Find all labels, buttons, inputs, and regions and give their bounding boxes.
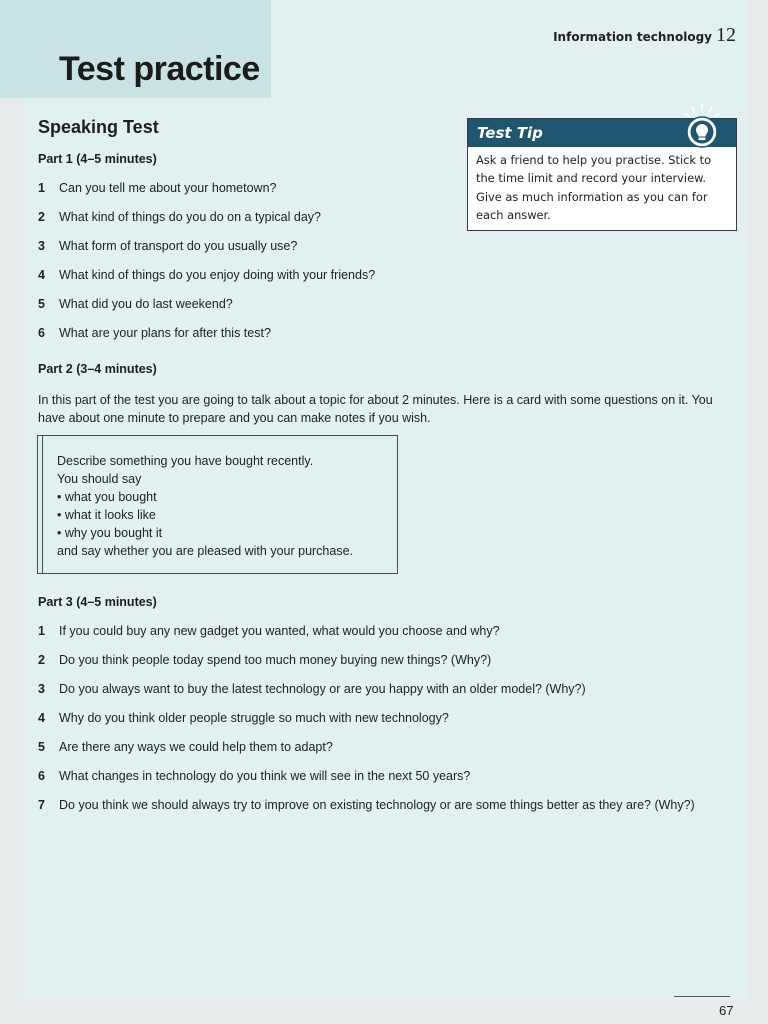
running-head-label: Information technology [553, 30, 712, 44]
question-text: What kind of things do you enjoy doing with your friends? [59, 268, 376, 282]
question-number: 6 [38, 769, 45, 783]
question-number: 3 [38, 682, 45, 696]
question-text: Do you think people today spend too much money buying new things? (Why?) [59, 653, 492, 667]
part1-question [38, 295, 233, 313]
test-tip-box [467, 118, 737, 231]
part1-question [38, 266, 375, 284]
question-number: 2 [38, 210, 45, 224]
part1-question [38, 237, 297, 255]
cue-card-closing: and say whether you are pleased with your purchase. [57, 544, 354, 558]
lightbulb-icon [682, 103, 722, 149]
section-title: Speaking Test [38, 117, 159, 137]
part3-question [38, 651, 491, 669]
question-number: 4 [38, 268, 45, 282]
part3-question [38, 738, 333, 756]
chapter-number: 12 [716, 24, 736, 46]
part2-intro: In this part of the test you are going to talk about a topic for about 2 minutes. Here is a card with some questions on it. You have about one minute to prepare and you can make notes if you wish. [38, 393, 713, 425]
part3-question [38, 680, 586, 698]
part1-question [38, 179, 277, 197]
cue-card-you-should-say: You should say [57, 472, 142, 486]
question-text: What form of transport do you usually use? [59, 239, 298, 253]
question-text: Do you always want to buy the latest technology or are you happy with an older model? (Why?) [59, 682, 586, 696]
part1-question [38, 208, 321, 226]
question-text: What changes in technology do you think we will see in the next 50 years? [59, 769, 471, 783]
question-number: 1 [38, 624, 45, 638]
question-number: 3 [38, 239, 45, 253]
question-number: 7 [38, 798, 45, 812]
question-text: Do you think we should always try to improve on existing technology or are some things better as they are? (Why?) [59, 798, 695, 812]
question-number: 4 [38, 711, 45, 725]
question-text: What did you do last weekend? [59, 297, 233, 311]
question-text: Why do you think older people struggle so much with new technology? [59, 711, 449, 725]
question-text: Are there any ways we could help them to adapt? [59, 740, 333, 754]
cue-card-prompt: Describe something you have bought recently. [57, 454, 314, 468]
part3-question [38, 767, 470, 785]
page-number: 67 [719, 1003, 734, 1018]
test-tip-title: Test Tip [477, 124, 543, 142]
running-head [553, 24, 736, 47]
cue-card-bullet: • what you bought [57, 490, 157, 504]
part3-question [38, 796, 714, 814]
part3-question [38, 709, 449, 727]
question-number: 2 [38, 653, 45, 667]
part2-heading: Part 2 (3–4 minutes) [38, 362, 157, 376]
question-text: Can you tell me about your hometown? [59, 181, 277, 195]
cue-card [37, 435, 398, 574]
question-number: 5 [38, 740, 45, 754]
part3-heading: Part 3 (4–5 minutes) [38, 595, 157, 609]
question-number: 6 [38, 326, 45, 340]
question-text: What kind of things do you do on a typical day? [59, 210, 321, 224]
page-title: Test practice [59, 50, 260, 88]
footer-rule [674, 996, 730, 997]
part3-question [38, 622, 500, 640]
part1-question [38, 324, 271, 342]
question-text: If you could buy any new gadget you wanted, what would you choose and why? [59, 624, 500, 638]
part1-heading: Part 1 (4–5 minutes) [38, 152, 157, 166]
question-number: 5 [38, 297, 45, 311]
question-text: What are your plans for after this test? [59, 326, 271, 340]
test-tip-body: Ask a friend to help you practise. Stick to the time limit and record your interview. Give as much information as you can for each answer. [476, 153, 712, 222]
cue-card-bullet: • what it looks like [57, 508, 156, 522]
question-number: 1 [38, 181, 45, 195]
cue-card-bullet: • why you bought it [57, 526, 163, 540]
